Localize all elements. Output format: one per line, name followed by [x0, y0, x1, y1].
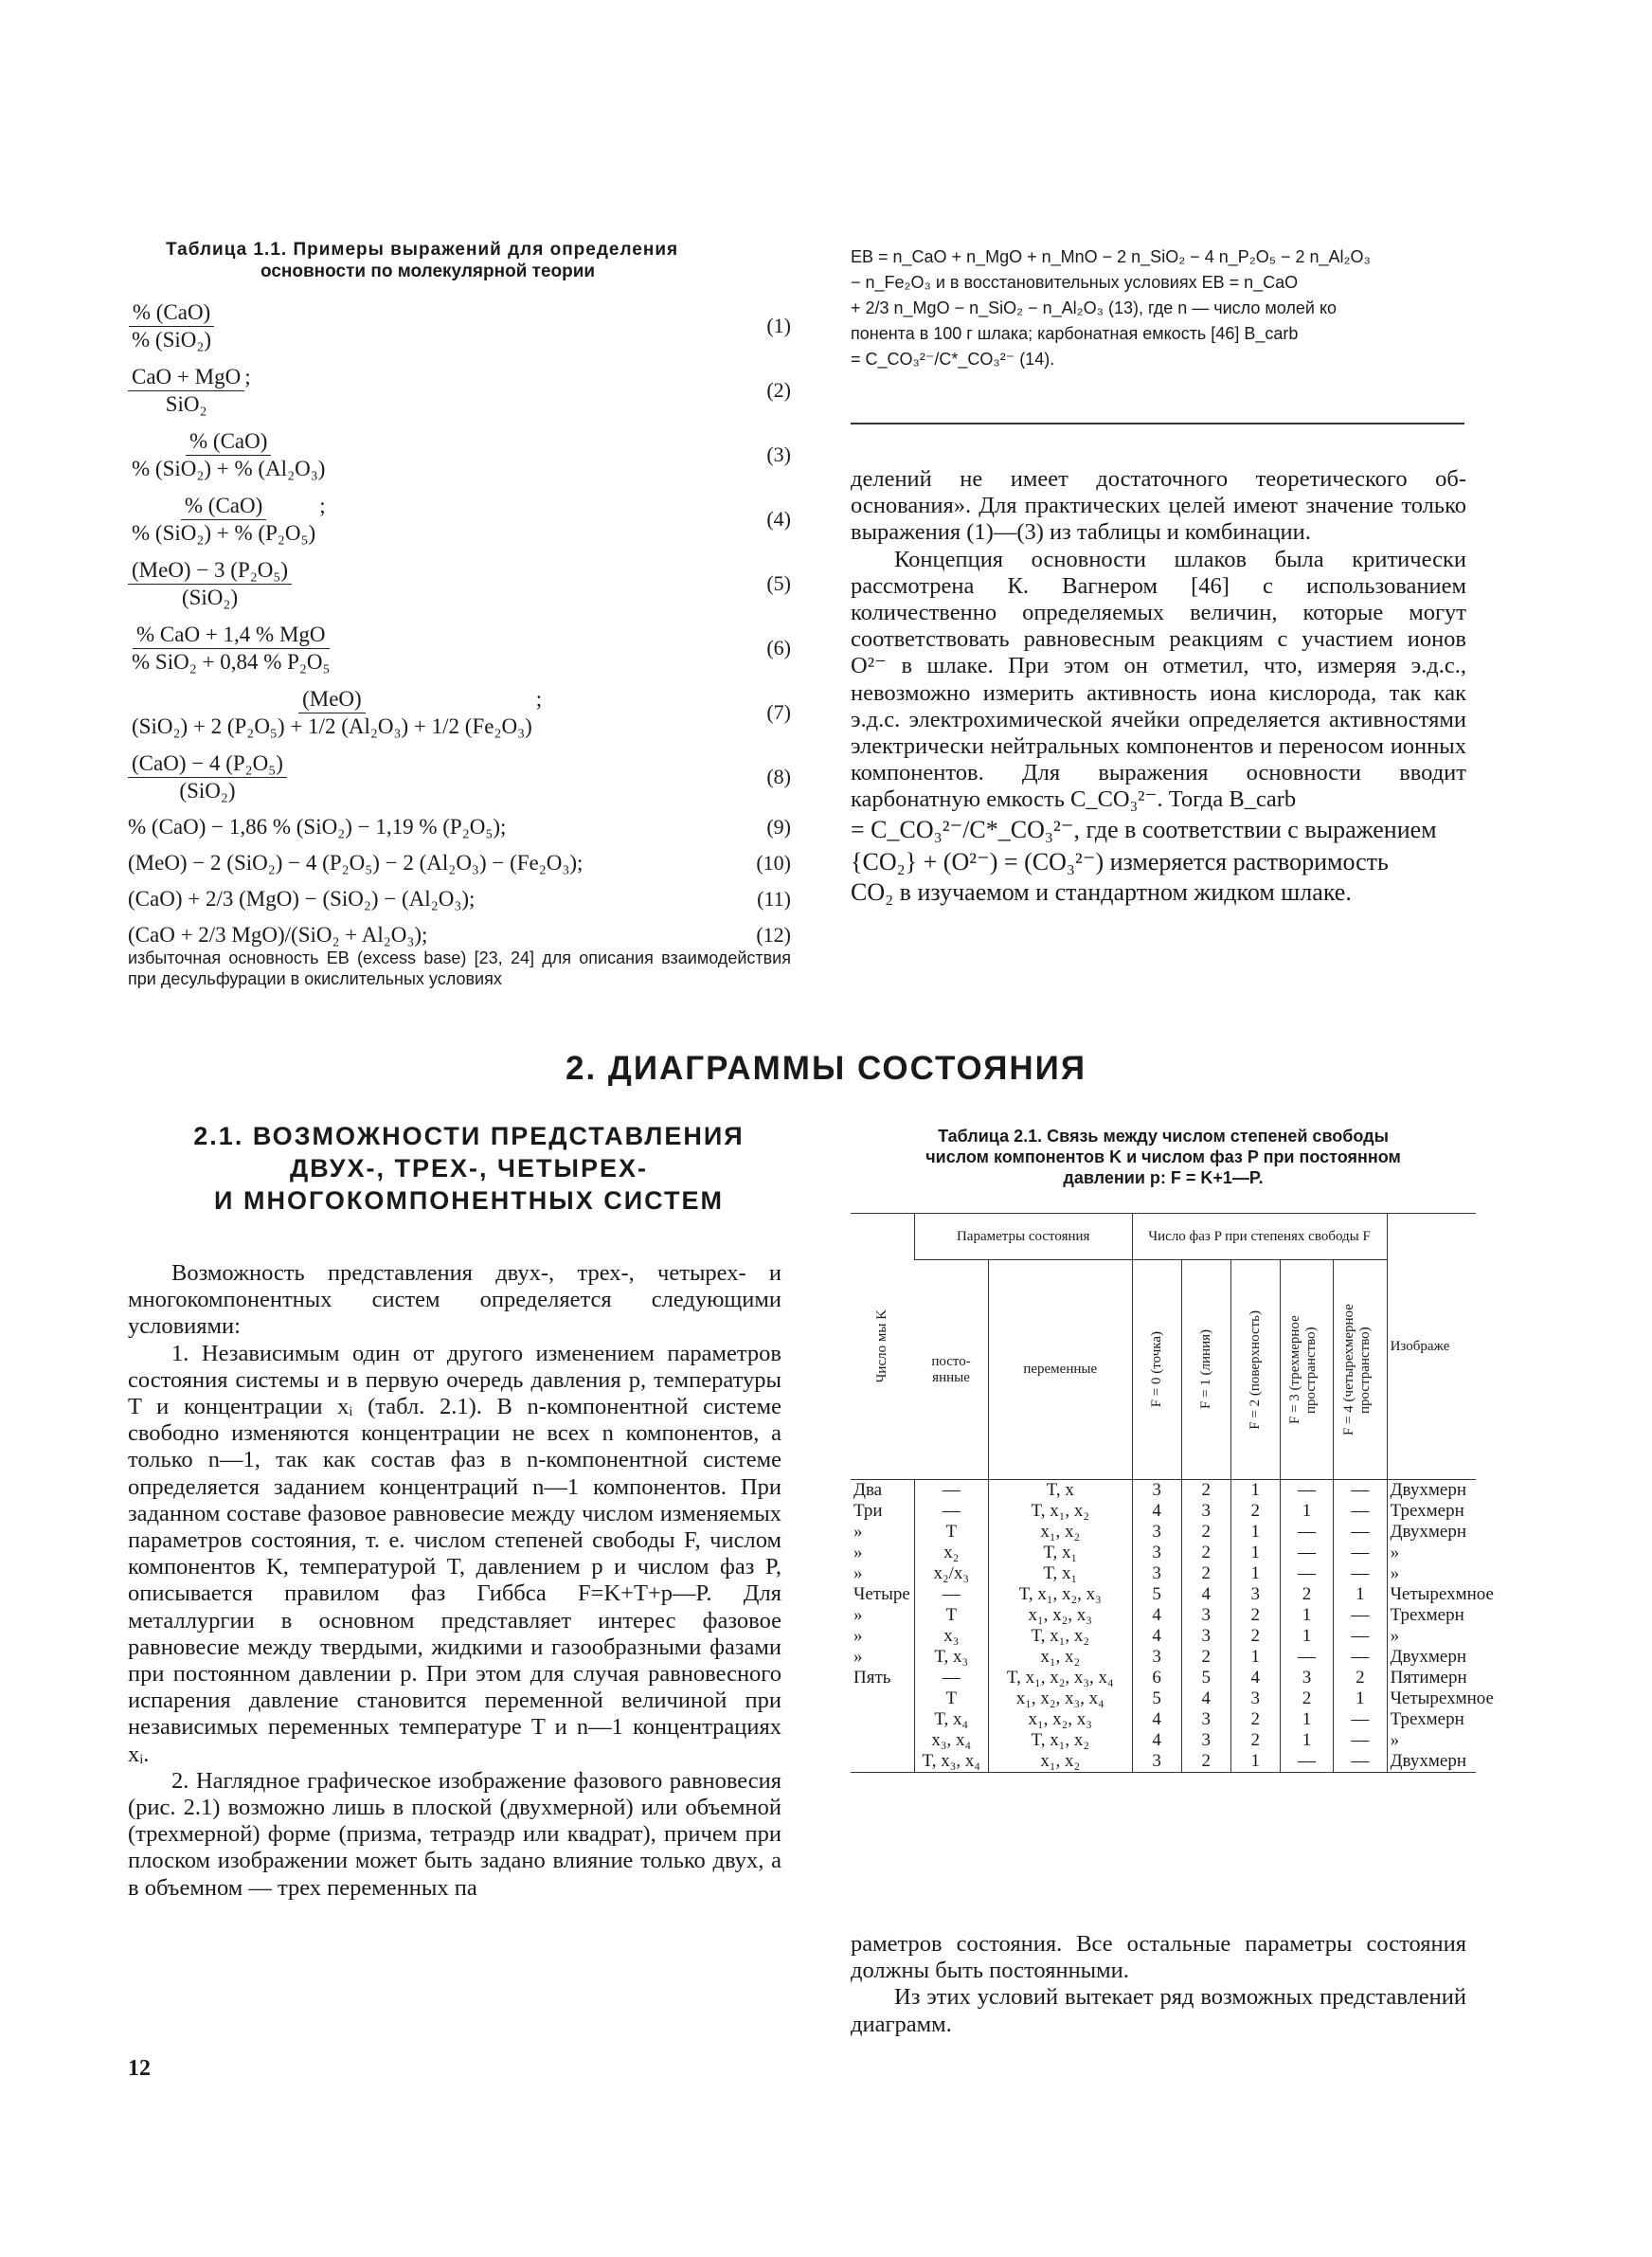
- right-paragraph-5: CO₂ в изучаемом и стандартном жидком шлаке.: [851, 877, 1352, 906]
- formula-fraction: [128, 750, 287, 804]
- formula-number: (3): [766, 442, 791, 466]
- table-cell: T: [914, 1522, 988, 1543]
- right-bottom-paragraph-1: раметров состояния. Все остальные параметры состояния должны быть постоянными.: [851, 1931, 1466, 1984]
- formula-number: (9): [766, 815, 791, 839]
- table-cell: x₂/x₃: [914, 1563, 988, 1584]
- right-paragraph-4: {CO₂} + (O²⁻) = (CO₃²⁻) измеряется растворимость: [851, 847, 1389, 876]
- table-cell: 4: [1132, 1605, 1181, 1626]
- formula-fraction: [128, 364, 244, 418]
- table-cell: 4: [1132, 1709, 1181, 1730]
- table-row: [851, 1522, 1476, 1543]
- header-f4: F = 4 (четырехмерное пространство): [1340, 1304, 1373, 1435]
- table-cell: —: [914, 1584, 988, 1605]
- table-cell: [851, 1688, 914, 1709]
- formula-denominator: % (SiO₂) + % (Al₂O₃): [132, 456, 326, 480]
- table-cell: 2: [1181, 1647, 1230, 1668]
- formula-row: [128, 487, 791, 551]
- table-cell: 3: [1181, 1501, 1230, 1522]
- table-cell: »: [853, 1522, 863, 1542]
- table-cell: —: [1280, 1563, 1333, 1584]
- table-row: [851, 1584, 1476, 1605]
- table-cell: Пятимерн: [1387, 1668, 1476, 1688]
- left-paragraph-1: Возможность представления двух-, трех-, четырех- и многокомпонентных систем определяется следующими условиями:: [128, 1260, 781, 1340]
- table-cell: 1: [1280, 1709, 1333, 1730]
- table-cell: —: [1334, 1563, 1387, 1584]
- table-cell: —: [1334, 1543, 1387, 1563]
- table-cell: 3: [1132, 1563, 1181, 1584]
- table-cell: »: [1387, 1626, 1476, 1647]
- formula-denominator: % SiO₂ + 0,84 % P₂O₅: [132, 649, 331, 674]
- header-image: Изображе: [1387, 1214, 1476, 1480]
- right-paragraph-3: = C_CO₃²⁻/C*_CO₃²⁻, где в соответствии с выражением: [851, 815, 1437, 843]
- table-cell: x₁, x₂: [988, 1751, 1132, 1773]
- formula-numerator: % (CaO): [129, 299, 214, 327]
- table-cell: Пять: [853, 1668, 891, 1688]
- table-cell: 3: [1181, 1730, 1230, 1751]
- table-cell: »: [853, 1647, 863, 1667]
- table-cell: T, x₁, x₂, x₃, x₄: [988, 1668, 1132, 1688]
- table-cell: 1: [1230, 1480, 1280, 1502]
- table-cell: 2: [1230, 1730, 1280, 1751]
- formula-numerator: (MeO) − 3 (P₂O₅): [128, 557, 292, 585]
- table-cell: T, x: [988, 1480, 1132, 1502]
- table-cell: 2: [1181, 1563, 1230, 1584]
- table-row: [851, 1688, 1476, 1709]
- table-cell: 2: [1230, 1709, 1280, 1730]
- header-const: постоянные: [914, 1260, 988, 1480]
- table-cell: —: [1334, 1709, 1387, 1730]
- table-cell: 1: [1334, 1584, 1387, 1605]
- excess-base-line: = C_CO₃²⁻/C*_CO₃²⁻ (14).: [851, 350, 1055, 369]
- right-bottom-paragraph-2: Из этих условий вытекает ряд возможных представлений диаграмм.: [851, 1984, 1466, 2037]
- table-cell: »: [853, 1563, 863, 1583]
- table-cell: —: [1334, 1730, 1387, 1751]
- table-cell: Четыре: [853, 1584, 910, 1604]
- formula-tail: ;: [244, 364, 251, 388]
- table-cell: Четырехмное: [1387, 1584, 1476, 1605]
- header-f0: F = 0 (точка): [1148, 1331, 1164, 1408]
- table-cell: —: [1280, 1543, 1333, 1563]
- table-cell: 3: [1132, 1647, 1181, 1668]
- table-cell: 2: [1280, 1584, 1333, 1605]
- excess-base-line: − n_Fe₂O₃ и в восстановительных условиях EB = n_CaO: [851, 273, 1299, 292]
- formula-row: [128, 358, 791, 423]
- formula-row: [128, 680, 791, 745]
- table-cell: —: [914, 1501, 988, 1522]
- formula-denominator: (SiO₂) + 2 (P₂O₅) + 1/2 (Al₂O₃) + 1/2 (Fe₂O₃): [132, 713, 532, 738]
- formula-row: [128, 294, 791, 358]
- formula-row: [128, 881, 791, 917]
- table-row: [851, 1647, 1476, 1668]
- table-cell: Трехмерн: [1387, 1605, 1476, 1626]
- table-cell: 2: [1280, 1688, 1333, 1709]
- header-f3: F = 3 (трехмерное пространство): [1287, 1315, 1320, 1424]
- table-cell: 1: [1230, 1563, 1280, 1584]
- table-cell: x₃: [914, 1626, 988, 1647]
- table-cell: 1: [1280, 1605, 1333, 1626]
- table-cell: —: [914, 1668, 988, 1688]
- table-cell: 4: [1132, 1730, 1181, 1751]
- right-paragraph-1: делений не имеет достаточного теоретического обоснования». Для практических целей имеют значение только выражения (1)—(3) из таблицы и комбинации.: [851, 466, 1466, 546]
- table-cell: [851, 1751, 914, 1773]
- formula-denominator: (SiO₂): [181, 585, 239, 609]
- formula-fraction: [128, 686, 536, 740]
- table-cell: T, x₃, x₄: [914, 1751, 988, 1773]
- table-cell: 3: [1280, 1668, 1333, 1688]
- table-row: [851, 1501, 1476, 1522]
- formula-fraction: [128, 299, 215, 353]
- table-cell: 5: [1181, 1668, 1230, 1688]
- table-cell: —: [1334, 1751, 1387, 1773]
- table-cell: —: [1334, 1605, 1387, 1626]
- formula-number: (4): [766, 507, 791, 531]
- table-row: [851, 1626, 1476, 1647]
- table-row: [851, 1730, 1476, 1751]
- table-cell: 5: [1132, 1688, 1181, 1709]
- table-cell: 1: [1280, 1501, 1333, 1522]
- table-cell: 1: [1280, 1626, 1333, 1647]
- table-cell: 4: [1132, 1626, 1181, 1647]
- table-cell: Двухмерн: [1387, 1647, 1476, 1668]
- formula-number: (2): [766, 378, 791, 402]
- table-cell: —: [1334, 1647, 1387, 1668]
- phase-rule-table: [851, 1213, 1494, 1773]
- table-cell: 3: [1132, 1480, 1181, 1502]
- section-title: [142, 1120, 796, 1217]
- table-cell: 3: [1230, 1584, 1280, 1605]
- formula-numerator: % (CaO): [186, 428, 271, 456]
- formula-row: [128, 616, 791, 680]
- table-cell: x₁, x₂: [988, 1522, 1132, 1543]
- formula-text: (MeO) − 2 (SiO₂) − 4 (P₂O₅) − 2 (Al₂O₃) − (Fe₂O₃);: [128, 851, 584, 875]
- table-cell: 3: [1181, 1605, 1230, 1626]
- table-cell: Три: [853, 1501, 883, 1521]
- formula-numerator: (MeO): [298, 686, 366, 713]
- right-column-bottom: [851, 1931, 1466, 2038]
- table-cell: 1: [1230, 1751, 1280, 1773]
- table-cell: —: [914, 1480, 988, 1502]
- formula-numerator: CaO + MgO: [128, 364, 244, 391]
- table-cell: 4: [1181, 1688, 1230, 1709]
- formula-text: % (CaO) − 1,86 % (SiO₂) − 1,19 % (P₂O₅);: [128, 815, 507, 839]
- table-cell: »: [853, 1543, 863, 1562]
- table-cell: 2: [1181, 1480, 1230, 1502]
- excess-base-line: EB = n_CaO + n_MgO + n_MnO − 2 n_SiO₂ − 4 n_P₂O₅ − 2 n_Al₂O₃: [851, 247, 1371, 266]
- formula-numerator: (CaO) − 4 (P₂O₅): [128, 750, 287, 778]
- table-cell: T, x₃: [914, 1647, 988, 1668]
- section-title-line2: ДВУХ-, ТРЕХ-, ЧЕТЫРЕХ-: [290, 1154, 648, 1183]
- table-row: [851, 1709, 1476, 1730]
- table-row: [851, 1605, 1476, 1626]
- table11-caption: [166, 239, 791, 282]
- table-cell: Два: [853, 1480, 883, 1500]
- formula-row: [128, 423, 791, 487]
- section-title-line1: 2.1. ВОЗМОЖНОСТИ ПРЕДСТАВЛЕНИЯ: [193, 1122, 745, 1150]
- table-row: [851, 1751, 1476, 1773]
- formula-fraction: [128, 622, 334, 676]
- table-row: [851, 1543, 1476, 1563]
- formula-number: (1): [766, 314, 791, 337]
- formula-denominator: % (SiO₂): [132, 327, 212, 352]
- chapter-title: 2. ДИАГРАММЫ СОСТОЯНИЯ: [565, 1050, 1086, 1087]
- excess-base-formulas: [851, 244, 1476, 372]
- formula-list: [128, 294, 791, 953]
- table-cell: —: [1280, 1751, 1333, 1773]
- table-cell: 1: [1230, 1647, 1280, 1668]
- table-cell: 4: [1132, 1501, 1181, 1522]
- table-cell: 2: [1181, 1522, 1230, 1543]
- formula-number: (12): [756, 923, 791, 947]
- table-cell: T, x₁, x₂, x₃: [988, 1584, 1132, 1605]
- formula-row: [128, 745, 791, 809]
- header-phases: Число фаз P при степенях свободы F: [1132, 1214, 1387, 1260]
- table-cell: 2: [1230, 1605, 1280, 1626]
- table-cell: —: [1334, 1501, 1387, 1522]
- formula-text: (CaO + 2/3 MgO)/(SiO₂ + Al₂O₃);: [128, 923, 428, 947]
- formula-number: (8): [766, 765, 791, 788]
- table-cell: »: [853, 1626, 863, 1646]
- table11-caption-line2: основности по молекулярной теории: [260, 262, 596, 281]
- formula-fraction: [128, 557, 292, 611]
- excess-base-line: + 2/3 n_MgO − n_SiO₂ − n_Al₂O₃ (13), где n — число молей ко: [851, 298, 1338, 317]
- table-cell: x₃, x₄: [914, 1730, 988, 1751]
- table-cell: 4: [1181, 1584, 1230, 1605]
- table-cell: 1: [1230, 1522, 1280, 1543]
- divider: [851, 423, 1464, 424]
- table-cell: 3: [1132, 1751, 1181, 1773]
- formula-number: (7): [766, 700, 791, 724]
- table21-caption-line2: числом компонентов K и числом фаз P при постоянном: [925, 1147, 1401, 1166]
- table-cell: —: [1334, 1626, 1387, 1647]
- left-column-text: [128, 1260, 781, 1902]
- header-f2: F = 2 (поверхность): [1247, 1309, 1263, 1430]
- left-paragraph-3: 2. Наглядное графическое изображение фазового равновесия (рис. 2.1) возможно лишь в плоской (двухмерной) или объемной (трехмерной) форме (призма, тетраэдр или квадрат), причем при плоском изображении может быть задано влияние только двух, а в объемном — трех переменных па: [128, 1767, 781, 1901]
- header-components: Число мы K: [873, 1309, 889, 1383]
- formula-denominator: % (SiO₂) + % (P₂O₅): [132, 520, 316, 545]
- table-cell: »: [1387, 1563, 1476, 1584]
- table-cell: T: [914, 1605, 988, 1626]
- formula-number: (5): [766, 571, 791, 595]
- table-cell: 1: [1230, 1543, 1280, 1563]
- left-paragraph-2: 1. Независимым один от другого изменением параметров состояния системы и в первую очередь давления p, температуры T и концентрации xᵢ (табл. 2.1). В n-компонентной системе свободно изменяются концентрации не всех n компонентов, а только n—1, так как состав фаз в n-компонентной системе определяется заданием концентраций n—1 компонентов. При заданном составе фазовое равновесие между числом изменяемых параметров состояния, т. е. числом степеней свободы F, числом компонентов K, температурой T, давлением p и числом фаз P, описывается правилом фаз Гиббса F=K+T+p—P. Для металлургии в основном представляет интерес фазовое равновесие между твердыми, жидкими и газообразными фазами при постоянном давлении p. При этом для случая равновесного испарения давление становится переменной величиной при независимых переменных температуре T и n—1 концентрациях xᵢ.: [128, 1340, 781, 1767]
- excess-base-note: избыточная основность EB (excess base) [23, 24] для описания взаимодействия при десульфурации в окислительных условиях: [128, 948, 791, 988]
- table-cell: —: [1280, 1647, 1333, 1668]
- table-cell: 3: [1181, 1626, 1230, 1647]
- table-cell: x₁, x₂: [988, 1647, 1132, 1668]
- table-cell: T, x₁, x₂: [988, 1626, 1132, 1647]
- table-row: [851, 1563, 1476, 1584]
- table-cell: —: [1334, 1522, 1387, 1543]
- right-column-text: [851, 466, 1466, 907]
- table-cell: Двухмерн: [1387, 1522, 1476, 1543]
- table-cell: 3: [1132, 1522, 1181, 1543]
- table-cell: 4: [1230, 1668, 1280, 1688]
- table-cell: T, x₄: [914, 1709, 988, 1730]
- table-cell: [851, 1730, 914, 1751]
- table-cell: T, x₁: [988, 1543, 1132, 1563]
- table-cell: x₂: [914, 1543, 988, 1563]
- table-cell: 3: [1181, 1709, 1230, 1730]
- table-cell: Двухмерн: [1387, 1480, 1476, 1502]
- table-cell: 1: [1280, 1730, 1333, 1751]
- formula-row: [128, 551, 791, 616]
- formula-text: (CaO) + 2/3 (MgO) − (SiO₂) − (Al₂O₃);: [128, 887, 476, 911]
- formula-tail: ;: [319, 493, 326, 517]
- page-number: 12: [128, 2056, 151, 2081]
- table-cell: x₁, x₂, x₃, x₄: [988, 1688, 1132, 1709]
- table-cell: 2: [1230, 1501, 1280, 1522]
- formula-numerator: % CaO + 1,4 % MgO: [133, 622, 330, 649]
- table-cell: Двухмерн: [1387, 1751, 1476, 1773]
- section-title-line3: И МНОГОКОМПОНЕНТНЫХ СИСТЕМ: [214, 1186, 724, 1215]
- formula-tail: ;: [535, 686, 543, 711]
- table-cell: T, x₁, x₂: [988, 1730, 1132, 1751]
- table11-caption-line1: Таблица 1.1. Примеры выражений для определения: [166, 240, 679, 260]
- formula-number: (6): [766, 636, 791, 659]
- table-cell: T, x₁, x₂: [988, 1501, 1132, 1522]
- table-cell: [851, 1709, 914, 1730]
- header-f1: F = 1 (линия): [1197, 1329, 1213, 1410]
- table-cell: Трехмерн: [1387, 1501, 1476, 1522]
- table-cell: 2: [1181, 1751, 1230, 1773]
- table-cell: x₁, x₂, x₃: [988, 1605, 1132, 1626]
- table-row: [851, 1480, 1476, 1502]
- header-params: Параметры состояния: [914, 1214, 1132, 1260]
- table-cell: 5: [1132, 1584, 1181, 1605]
- formula-denominator: (SiO₂): [179, 778, 236, 803]
- table-cell: T, x₁: [988, 1563, 1132, 1584]
- table-cell: Четырехмное: [1387, 1688, 1476, 1709]
- table-cell: x₁, x₂, x₃: [988, 1709, 1132, 1730]
- table-cell: —: [1280, 1522, 1333, 1543]
- table21-caption-line3: давлении p: F = K+1—P.: [1063, 1168, 1264, 1187]
- right-paragraph-2: Концепция основности шлаков была критически рассмотрена К. Вагнером [46] с использованием количественно определяемых величин, которые могут соответствовать равновесным реакциям с участием ионов O²⁻ в шлаке. При этом он отметил, что, измеряя э.д.с., невозможно измерить активность иона кислорода, так как э.д.с. электрохимической ячейки определяется активностями электрически нейтральных компонентов и переносом ионных компонентов. Для выражения основности вводит карбонатную емкость C_CO₃²⁻. Тогда B_carb: [851, 546, 1466, 813]
- formula-fraction: [128, 493, 319, 547]
- table-cell: 3: [1230, 1688, 1280, 1709]
- header-var: переменные: [988, 1260, 1132, 1480]
- table-cell: 1: [1334, 1688, 1387, 1709]
- table-cell: T: [914, 1688, 988, 1709]
- formula-denominator: SiO₂: [165, 391, 207, 416]
- formula-row: [128, 809, 791, 845]
- table21-caption-line1: Таблица 2.1. Связь между числом степеней свободы: [938, 1127, 1389, 1146]
- formula-row: [128, 845, 791, 881]
- table-cell: »: [853, 1605, 863, 1625]
- table-cell: —: [1280, 1480, 1333, 1502]
- table-cell: 6: [1132, 1668, 1181, 1688]
- formula-fraction: [128, 428, 329, 482]
- formula-numerator: % (CaO): [181, 493, 266, 520]
- table-cell: »: [1387, 1730, 1476, 1751]
- table-cell: 2: [1230, 1626, 1280, 1647]
- table-cell: 2: [1181, 1543, 1230, 1563]
- formula-number: (10): [756, 851, 791, 875]
- table-cell: Трехмерн: [1387, 1709, 1476, 1730]
- formula-number: (11): [757, 887, 791, 911]
- table-cell: 2: [1334, 1668, 1387, 1688]
- table21-caption: [851, 1126, 1476, 1188]
- table-cell: —: [1334, 1480, 1387, 1502]
- excess-base-line: понента в 100 г шлака; карбонатная емкость [46] B_carb: [851, 324, 1299, 343]
- table-row: [851, 1668, 1476, 1688]
- table-cell: »: [1387, 1543, 1476, 1563]
- table-cell: 3: [1132, 1543, 1181, 1563]
